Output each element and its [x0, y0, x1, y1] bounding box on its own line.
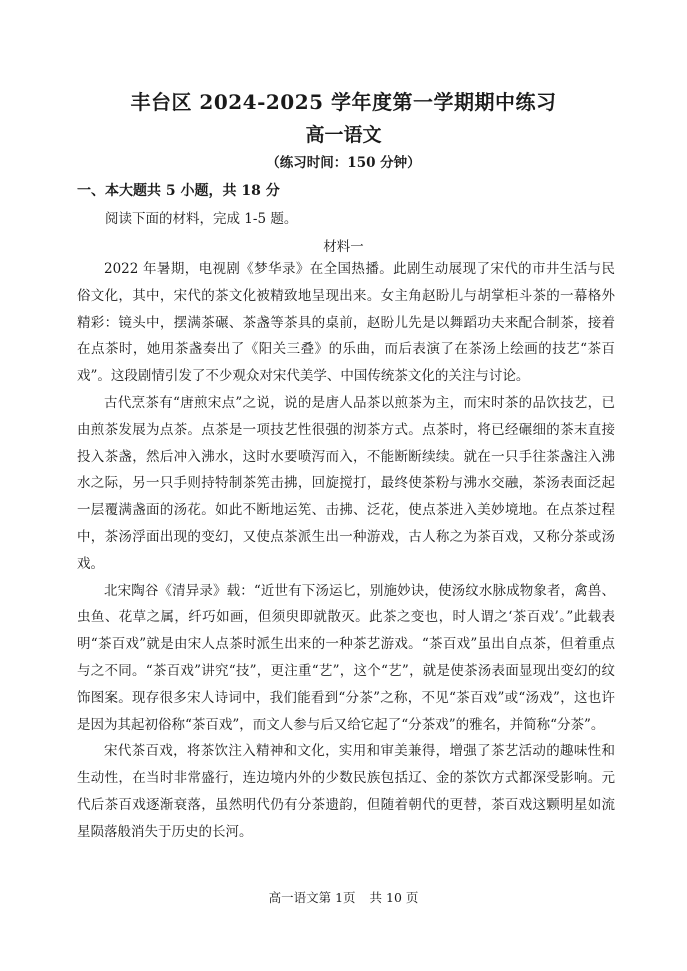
material-title: 材料一: [323, 239, 364, 255]
exam-title: 丰台区 2024-2025 学年度第一学期期中练习: [130, 90, 557, 114]
paragraph: 2022 年暑期，电视剧《梦华录》在全国热播。此剧生动展现了宋代的市井生活与民俗文化，其中，宋代的茶文化被精致地呈现出来。女主角赵盼儿与胡掌柜斗茶的一幕格外精彩：镜头中，摆满茶碾、茶盏等茶具的桌前，赵盼儿先是以舞蹈功夫来配合制茶，接着在点茶时，她用茶盏奏出了《阳关三叠》的乐曲，而后表演了在茶汤上绘画的技艺“茶百戏”。这段剧情引发了不少观众对宋代美学、中国传统茶文化的关注与讨论。: [77, 261, 615, 385]
page-total: 共 10 页: [369, 890, 419, 905]
exam-time: （练习时间：150 分钟）: [266, 155, 421, 171]
section-heading: 一、本大题共 5 小题，共 18 分: [77, 183, 280, 199]
paragraph: 古代烹茶有“唐煎宋点”之说，说的是唐人品茶以煎茶为主，而宋时茶的品饮技艺，已由煎茶发展为点茶。点茶是一项技艺性很强的沏茶方式。点茶时，将已经碾细的茶末直接投入茶盏，然后冲入沸水，这时水要喷泻而入，不能断断续续。就在一只手往茶盏注入沸水之际，另一只手则持特制茶筅击拂，回旋搅打，最终使茶粉与沸水交融，茶汤表面泛起一层覆满盏面的汤花。如此不断地运筅、击拂、泛花，使点茶进入美妙境地。在点茶过程中，茶汤浮面出现的变幻，又使点茶派生出一种游戏，古人称之为茶百戏，又称分茶或汤戏。: [77, 394, 615, 572]
section-instruction: 阅读下面的材料，完成 1-5 题。: [105, 211, 298, 227]
page-footer: [0, 888, 687, 906]
paragraph: 北宋陶谷《清异录》载：“近世有下汤运匕，别施妙诀，使汤纹水脉成物象者，禽兽、虫鱼、花草之属，纤巧如画，但须臾即就散灭。此茶之变也，时人谓之‘茶百戏’。”此载表明“茶百戏”就是由宋人点茶时派生出来的一种茶艺游戏。“茶百戏”虽出自点茶，但着重点与之不同。“茶百戏”讲究“技”，更注重“艺”，这个“艺”，就是使茶汤表面显现出变幻的纹饰图案。现存很多宋人诗词中，我们能看到“分茶”之称，不见“茶百戏”或“汤戏”，这也许是因为其起初俗称“茶百戏”，而文人参与后又给它起了“分茶戏”的雅名，并简称“分茶”。: [77, 582, 615, 733]
material-body: [77, 256, 615, 846]
paragraph: 宋代茶百戏，将茶饮注入精神和文化，实用和审美兼得，增强了茶艺活动的趣味性和生动性，在当时非常盛行，连边境内外的少数民族包括辽、金的茶饮方式都深受影响。元代后茶百戏逐渐衰落，虽然明代仍有分茶遗韵，但随着朝代的更替，茶百戏这颗明星如流星陨落般消失于历史的长河。: [77, 743, 615, 840]
page-number: 高一语文第 1页: [268, 890, 356, 905]
subject-title: 高一语文: [305, 124, 382, 146]
